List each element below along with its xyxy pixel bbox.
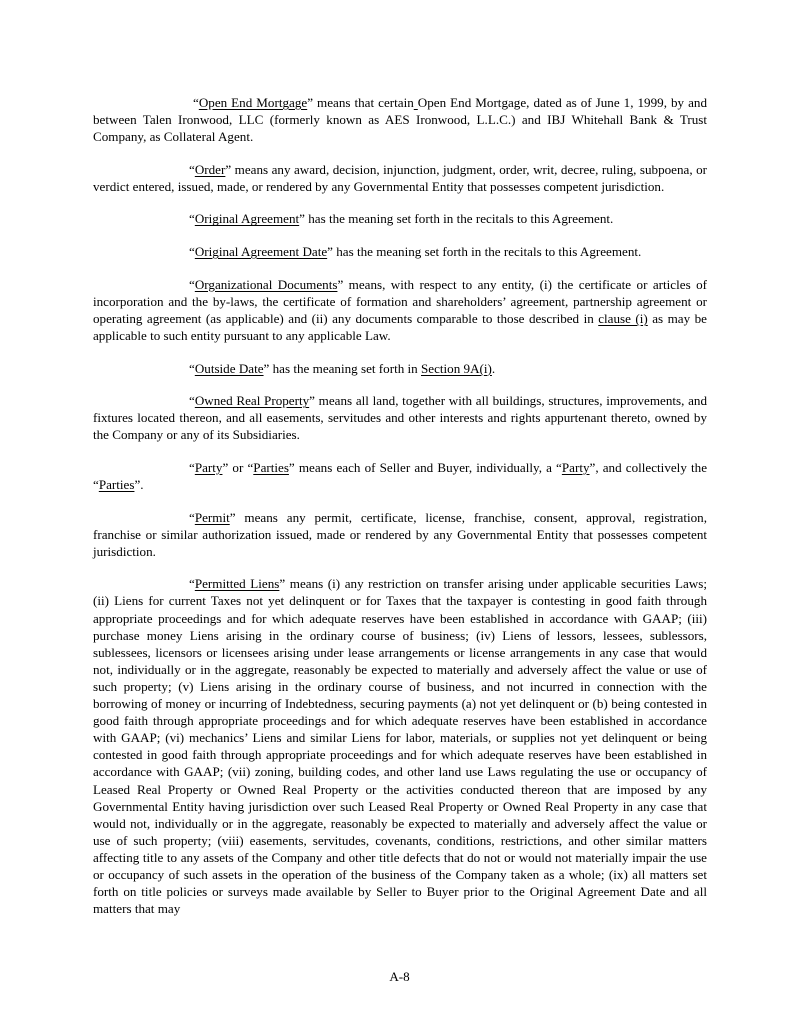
definition-text: “ — [193, 95, 199, 110]
document-body — [93, 94, 707, 933]
definition-text: ” has the meaning set forth in — [263, 360, 421, 376]
definition-owned-real-property — [93, 392, 707, 443]
definition-text: ” has the meaning set forth in the recitals to this Agreement. — [327, 244, 642, 260]
defined-term: Permitted Liens — [194, 576, 280, 592]
defined-term: Outside Date — [194, 360, 264, 376]
definition-order — [93, 161, 707, 195]
definition-text: “ — [189, 244, 195, 260]
definition-text: “ — [189, 161, 195, 177]
definition-text: “ — [189, 360, 195, 376]
definition-text: ” means any award, decision, injunction, judgment, order, writ, decree, ruling, subpoena, or verdict entered, issued, made, or rendered by any Governmental Entity that possesses competent jurisdiction. — [93, 161, 707, 194]
defined-term: Original Agreement Date — [194, 244, 328, 260]
definition-text: . — [491, 360, 496, 376]
definition-text: “ — [189, 211, 195, 227]
definition-original-agreement — [93, 210, 707, 227]
definition-organizational-documents — [93, 276, 707, 344]
definition-text: ” means (i) any restriction on transfer arising under applicable securities Laws; (ii) Liens for current Taxes not yet delinquent or for Taxes that the taxpayer is contesting in good faith through appropriate proceedings and for which adequate reserves have been established in accordance with GAAP; (iii) purchase money Liens arising in the ordinary course of business; (iv) Liens of lessors, lessees, sublessors, sublessees, licensors or licensees arising under lease arrangements or license arrangements in any case that would not, individually or in the aggregate, reasonably be expected to materially and adversely affect the value or use of such property; (v) Liens arising in the ordinary course of business, and not incurred in connection with the borrowing of money or incurring of Indebtedness, securing payments (a) not yet delinquent or (b) being contested in good faith through appropriate proceedings and for which adequate reserves have been established in accordance with GAAP; (vi) mechanics’ Liens and similar Liens for labor, materials, or supplies not yet delinquent or being contested in good faith through appropriate proceedings and for which adequate reserves have been established in accordance with GAAP; (vii) zoning, building codes, and other land use Laws regulating the use or occupancy of Leased Real Property or Owned Real Property or the activities conducted thereon that are imposed by any Governmental Entity having jurisdiction over such Leased Real Property or Owned Real Property in any case that would not, individually or in the aggregate, reasonably be expected to materially and adversely affect the value or use of such property; (viii) easements, servitudes, covenants, conditions, restrictions, and other similar matters affecting title to any assets of the Company and other title defects that do not or would not materially impair the use or occupancy of such assets in the operation of the business of the Company taken as a whole; (ix) all matters set forth on title policies or surveys made available by Seller to Buyer prior to the Original Agreement Date and all matters that may — [93, 576, 707, 917]
defined-term: Order — [194, 161, 226, 177]
definition-text: ”, and collectively the “ — [93, 459, 708, 492]
definition-outside-date — [93, 360, 707, 377]
defined-term: Owned Real Property — [194, 393, 310, 409]
defined-term: Open End Mortgage — [198, 95, 308, 110]
definition-text: ” means all land, together with all buildings, structures, improvements, and fixtures located thereon, and all easements, servitudes and other interests and rights appurtenant thereto, owned by the Company or any of its Subsidiaries. — [93, 393, 708, 443]
definition-permit — [93, 509, 707, 560]
definition-text: “ — [189, 459, 195, 475]
definition-text: ” means any permit, certificate, license, franchise, consent, approval, registration, franchise or similar authorization issued, made or rendered by any Governmental Entity that possesses competent jurisdiction. — [93, 509, 707, 559]
definition-text: Open End Mortgage, dated as of June 1, 1999, by and between Talen Ironwood, LLC (formerly known as AES Ironwood, L.L.C.) and IBJ Whitehall Bank & Trust Company, as Collateral Agent. — [93, 95, 707, 145]
definition-text: “ — [189, 509, 195, 525]
definition-text: ” has the meaning set forth in the recitals to this Agreement. — [299, 211, 614, 227]
definition-text: ” means each of Seller and Buyer, individually, a “ — [288, 459, 562, 475]
definition-party — [93, 459, 707, 493]
defined-term: Original Agreement — [194, 211, 300, 227]
page-number: A-8 — [389, 969, 410, 984]
definition-text: ” means that certain — [307, 95, 414, 110]
definition-text: ” or “ — [222, 459, 254, 475]
definition-open-end-mortgage — [93, 94, 707, 145]
definition-text: ”. — [134, 477, 144, 492]
defined-term: Party — [561, 459, 590, 475]
definition-permitted-liens — [93, 575, 707, 917]
definition-text: “ — [189, 576, 195, 592]
definition-original-agreement-date — [93, 243, 707, 260]
definition-text: “ — [189, 276, 195, 292]
defined-term: Section 9A(i) — [421, 360, 492, 376]
definition-text: ” means, with respect to any entity, (i) the certificate or articles of incorporation and the by-laws, the certificate of formation and shareholders’ agreement, partnership agreement or operating agreement (as applicable) and (ii) any documents comparable to those described in — [93, 276, 707, 326]
defined-term: Permit — [194, 509, 230, 525]
definition-text: as may be applicable to such entity pursuant to any applicable Law. — [93, 310, 707, 343]
defined-term: Parties — [253, 459, 289, 475]
defined-term: Party — [194, 459, 223, 475]
definition-text: “ — [189, 393, 195, 409]
defined-term: Organizational Documents — [194, 276, 338, 292]
defined-term: clause (i) — [598, 310, 648, 326]
defined-term: Parties — [98, 477, 135, 492]
